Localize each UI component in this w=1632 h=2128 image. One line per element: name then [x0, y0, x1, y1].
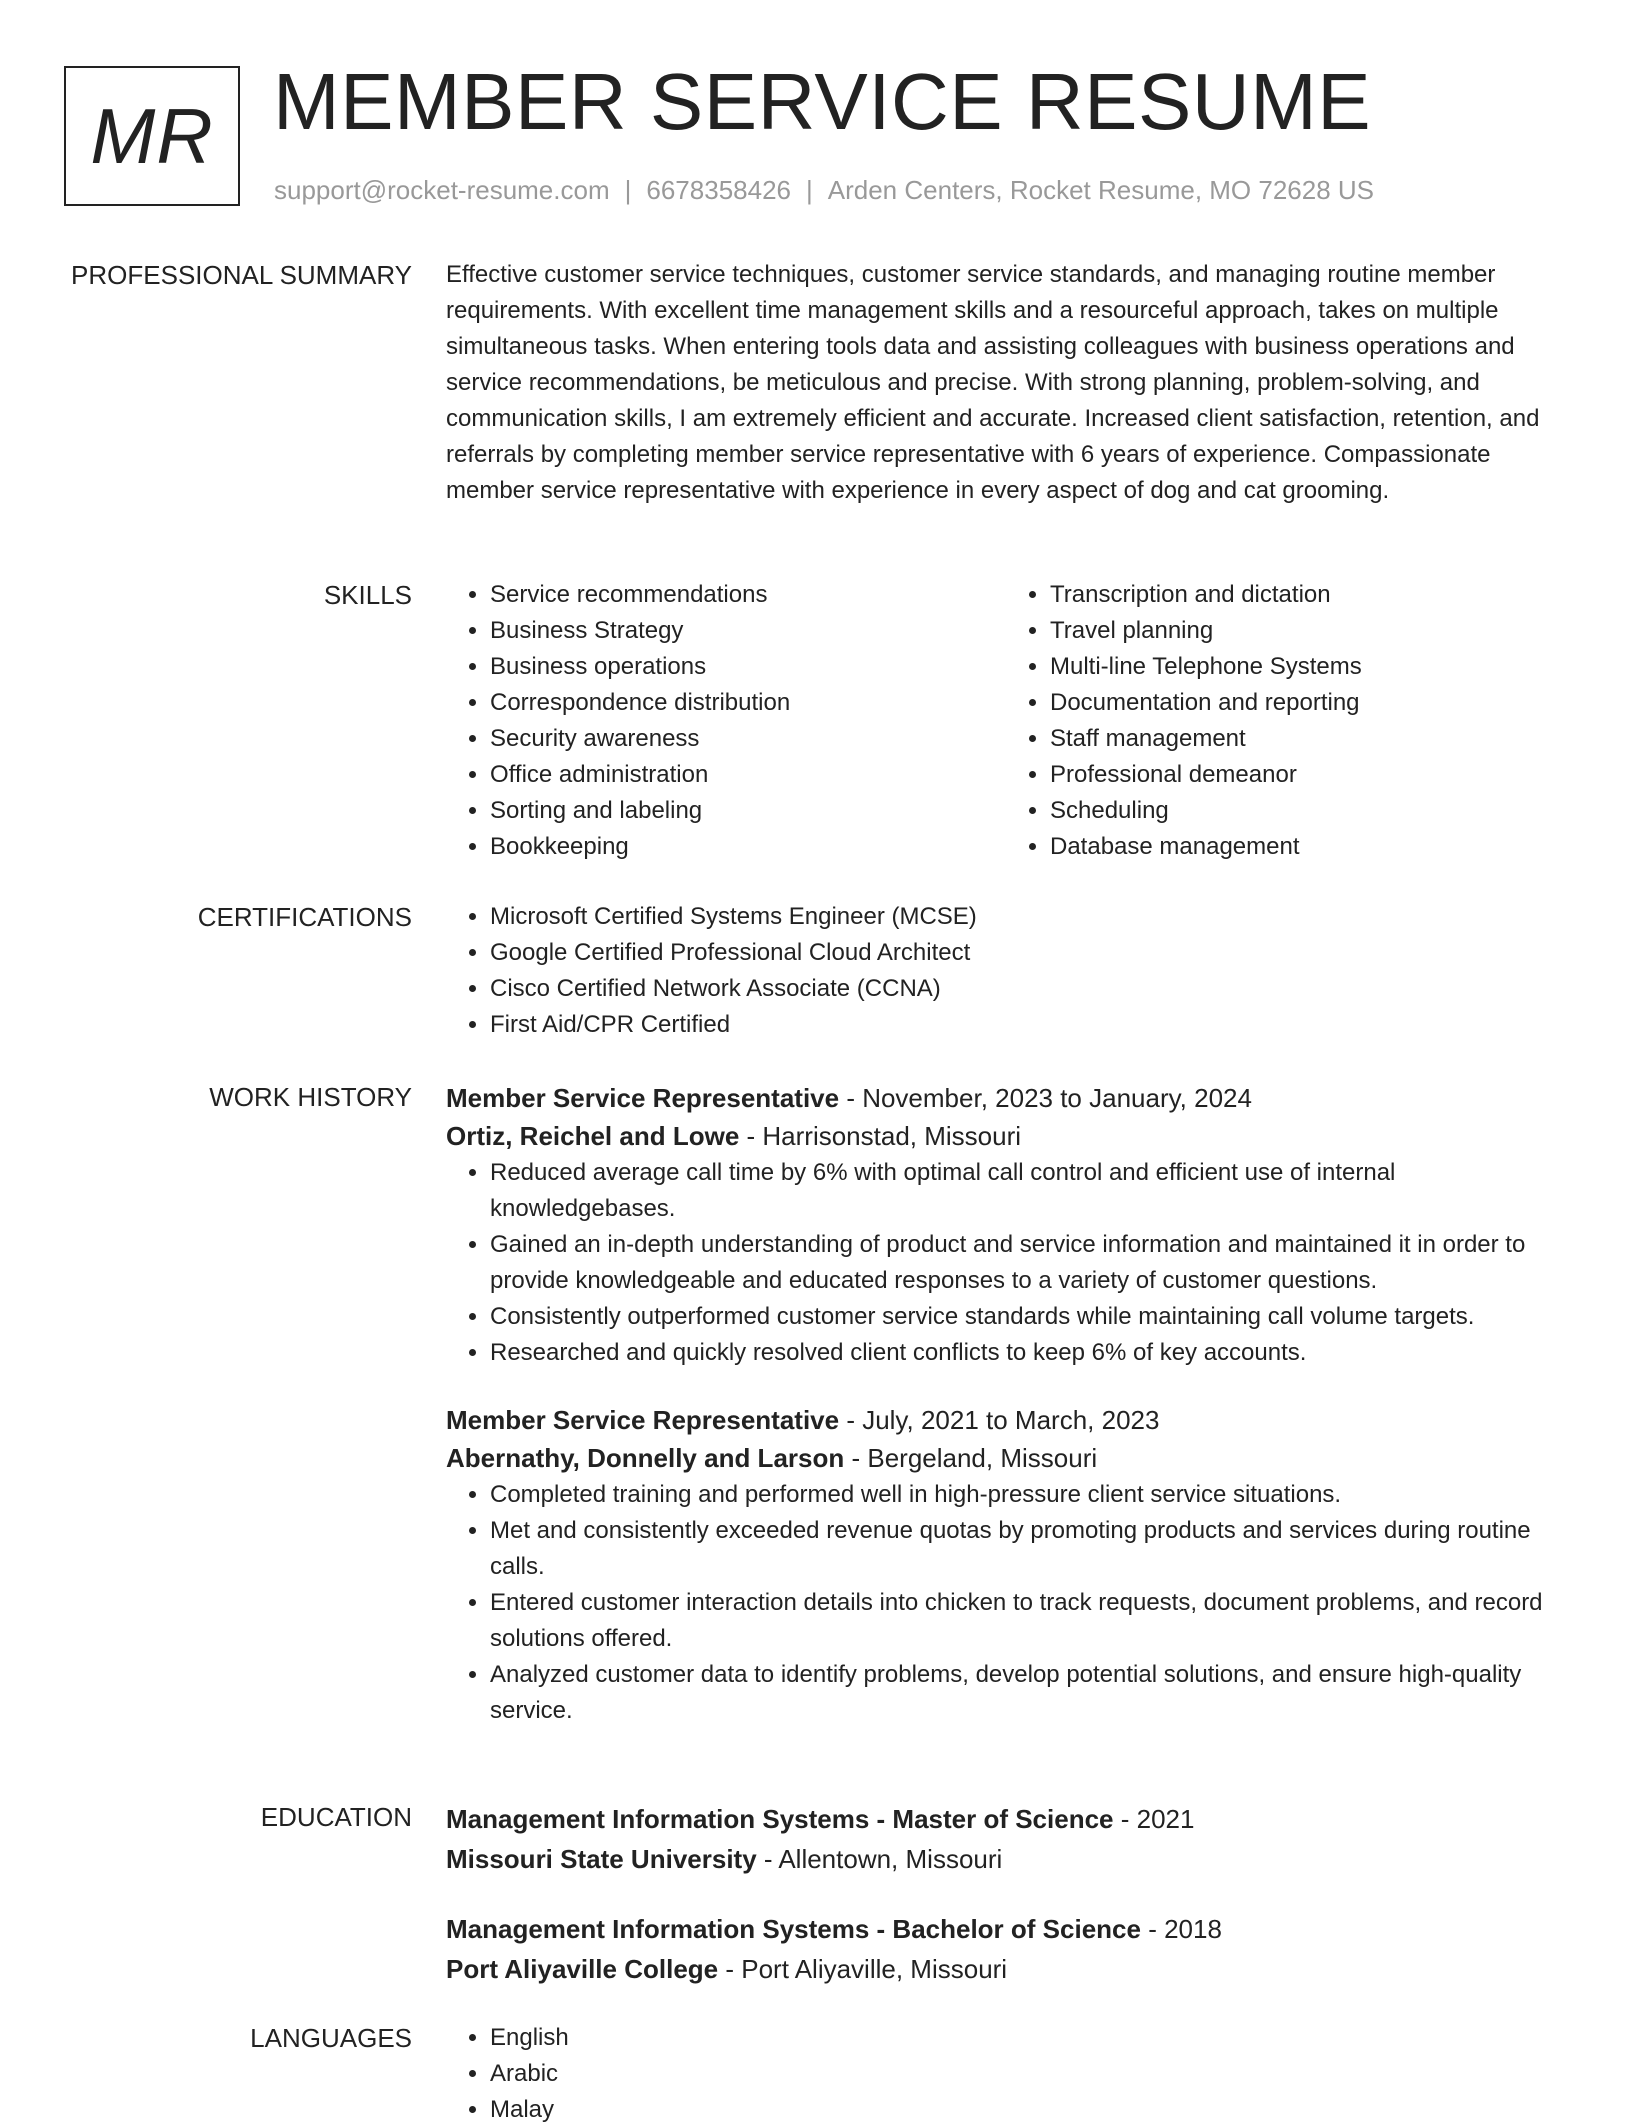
certification-item: • Google Certified Professional Cloud Architect [490, 935, 1566, 971]
job-bullet: • Reduced average call time by 6% with optimal call control and efficient use of internal knowledgebases. [490, 1155, 1566, 1227]
skills-list-right [1006, 577, 1566, 865]
job-bullet: • Completed training and performed well in high-pressure client service situations. [490, 1477, 1566, 1513]
job-bullet: • Researched and quickly resolved client conflicts to keep 6% of key accounts. [490, 1335, 1566, 1371]
summary-content [446, 257, 1566, 509]
certifications-content [446, 899, 1566, 1043]
skills-list-left [446, 577, 1006, 865]
skill-item: • Documentation and reporting [1050, 685, 1566, 721]
education-school: Port Aliyaville College [446, 1954, 719, 1984]
skill-item: • Business operations [490, 649, 1006, 685]
certification-item: • First Aid/CPR Certified [490, 1007, 1566, 1043]
skill-item: • Service recommendations [490, 577, 1006, 613]
skills-content [446, 577, 1566, 865]
language-item: • Arabic [490, 2056, 1566, 2092]
contact-separator: | [624, 175, 632, 205]
education-degree: Management Information Systems - Master of Science [446, 1804, 1114, 1834]
skill-item: • Scheduling [1050, 793, 1566, 829]
section-label-skills: SKILLS [323, 580, 412, 610]
language-item: • English [490, 2020, 1566, 2056]
job-bullet: • Gained an in-depth understanding of product and service information and maintained it in order to provide knowledgeable and educated responses to a variety of customer questions. [490, 1227, 1566, 1299]
monogram-text: MR [90, 91, 214, 180]
language-item: • Malay [490, 2092, 1566, 2128]
education-degree: Management Information Systems - Bachelor of Science [446, 1914, 1141, 1944]
education-location: - Allentown, Missouri [756, 1844, 1003, 1874]
skill-item: • Travel planning [1050, 613, 1566, 649]
contact-phone[interactable]: 6678358426 [646, 175, 791, 205]
section-label-languages: LANGUAGES [250, 2023, 412, 2053]
job-title: Member Service Representative [446, 1083, 840, 1113]
job-dates: - July, 2021 to March, 2023 [839, 1405, 1160, 1435]
job-company-line [446, 1439, 1566, 1477]
job-entry [446, 1079, 1566, 1371]
section-label-education: EDUCATION [260, 1802, 412, 1832]
contact-line [274, 174, 1374, 206]
skill-item: • Security awareness [490, 721, 1006, 757]
skill-item: • Database management [1050, 829, 1566, 865]
skill-item: • Professional demeanor [1050, 757, 1566, 793]
education-school-line [446, 1839, 1566, 1879]
education-location: - Port Aliyaville, Missouri [718, 1954, 1008, 1984]
job-dates: - November, 2023 to January, 2024 [839, 1083, 1252, 1113]
job-bullet: • Consistently outperformed customer service standards while maintaining call volume targets. [490, 1299, 1566, 1335]
skill-item: • Bookkeeping [490, 829, 1006, 865]
job-entry [446, 1401, 1566, 1729]
education-year: - 2018 [1140, 1914, 1222, 1944]
job-bullets [446, 1477, 1566, 1729]
education-entry [446, 1909, 1566, 1989]
certification-item: • Cisco Certified Network Associate (CCNA) [490, 971, 1566, 1007]
summary-text: Effective customer service techniques, customer service standards, and managing routine member requirements. With excellent time management skills and a resourceful approach, takes on multiple simultaneous tasks. When entering tools data and assisting colleagues with business operations and service recommendations, be meticulous and precise. With strong planning, problem-solving, and communication skills, I am extremely efficient and accurate. Increased client satisfaction, retention, and referrals by completing member service representative with 6 years of experience. Compassionate member service representative with experience in every aspect of dog and cat grooming. [446, 261, 1540, 504]
section-label-summary: PROFESSIONAL SUMMARY [71, 260, 412, 290]
education-entry [446, 1799, 1566, 1879]
education-degree-line [446, 1909, 1566, 1949]
job-bullet: • Met and consistently exceeded revenue quotas by promoting products and services during routine calls. [490, 1513, 1566, 1585]
education-school: Missouri State University [446, 1844, 757, 1874]
job-bullet: • Analyzed customer data to identify problems, develop potential solutions, and ensure high-quality service. [490, 1657, 1566, 1729]
monogram-badge [64, 66, 240, 206]
job-title: Member Service Representative [446, 1405, 840, 1435]
contact-email[interactable]: support@rocket-resume.com [274, 175, 610, 205]
job-bullet: • Entered customer interaction details into chicken to track requests, document problems, and record solutions offered. [490, 1585, 1566, 1657]
job-company: Ortiz, Reichel and Lowe [446, 1121, 740, 1151]
skill-item: • Multi-line Telephone Systems [1050, 649, 1566, 685]
job-title-line [446, 1079, 1566, 1117]
education-year: - 2021 [1113, 1804, 1195, 1834]
certifications-list [446, 899, 1566, 1043]
job-location: - Bergeland, Missouri [844, 1443, 1098, 1473]
job-company-line [446, 1117, 1566, 1155]
education-degree-line [446, 1799, 1566, 1839]
contact-separator: | [806, 175, 813, 205]
section-label-work-history: WORK HISTORY [209, 1082, 412, 1112]
contact-address: Arden Centers, Rocket Resume, MO 72628 US [827, 175, 1375, 205]
job-title-line [446, 1401, 1566, 1439]
skill-item: • Business Strategy [490, 613, 1006, 649]
resume-title: MEMBER SERVICE RESUME [273, 57, 1372, 146]
section-label-certifications: CERTIFICATIONS [197, 902, 412, 932]
job-location: - Harrisonstad, Missouri [739, 1121, 1022, 1151]
certification-item: • Microsoft Certified Systems Engineer (MCSE) [490, 899, 1566, 935]
skill-item: • Office administration [490, 757, 1006, 793]
job-bullets [446, 1155, 1566, 1371]
education-content [446, 1799, 1566, 1989]
skill-item: • Staff management [1050, 721, 1566, 757]
job-company: Abernathy, Donnelly and Larson [446, 1443, 845, 1473]
skill-item: • Correspondence distribution [490, 685, 1006, 721]
education-school-line [446, 1949, 1566, 1989]
skill-item: • Sorting and labeling [490, 793, 1006, 829]
skill-item: • Transcription and dictation [1050, 577, 1566, 613]
work-history-content [446, 1079, 1566, 1729]
